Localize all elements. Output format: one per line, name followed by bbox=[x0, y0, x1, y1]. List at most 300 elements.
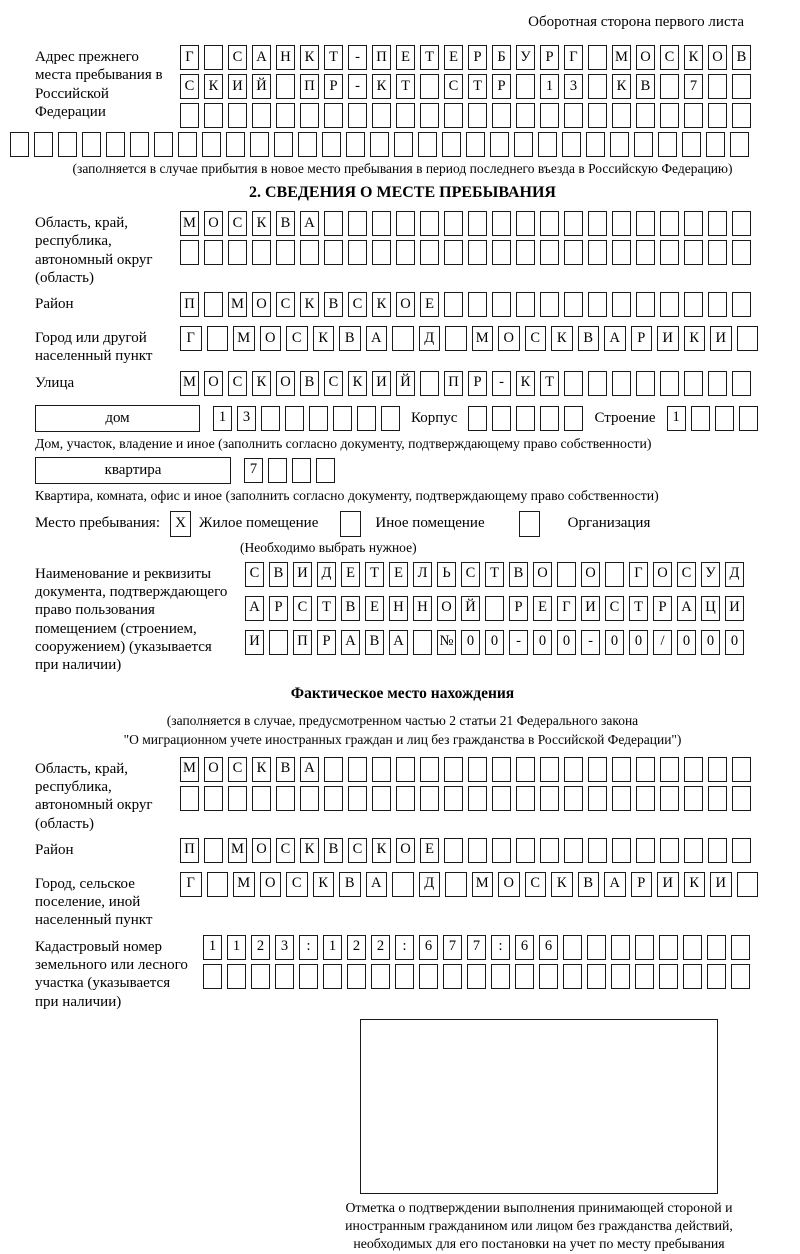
char-cell bbox=[492, 406, 511, 431]
char-cell bbox=[660, 211, 679, 236]
char-cell bbox=[444, 240, 463, 265]
char-cell: - bbox=[581, 630, 600, 655]
char-cell bbox=[612, 757, 631, 782]
char-cell: - bbox=[348, 45, 367, 70]
char-cell: Е bbox=[444, 45, 463, 70]
char-cell: / bbox=[653, 630, 672, 655]
char-cell: В bbox=[269, 562, 288, 587]
char-cell: № bbox=[437, 630, 456, 655]
char-cell bbox=[276, 786, 295, 811]
char-cell bbox=[732, 240, 751, 265]
stay-type-row bbox=[35, 511, 770, 537]
char-cell bbox=[540, 786, 559, 811]
char-cell bbox=[324, 103, 343, 128]
char-cell bbox=[564, 240, 583, 265]
char-cell: Й bbox=[252, 74, 271, 99]
char-cell bbox=[34, 132, 53, 157]
char-cell bbox=[250, 132, 269, 157]
char-cell bbox=[564, 211, 583, 236]
char-cell bbox=[252, 240, 271, 265]
char-cell bbox=[468, 838, 487, 863]
char-cell bbox=[228, 240, 247, 265]
char-cell bbox=[333, 406, 352, 431]
char-cell bbox=[636, 757, 655, 782]
char-cell: К bbox=[252, 757, 271, 782]
char-cell bbox=[516, 240, 535, 265]
char-cell bbox=[659, 964, 678, 989]
char-cell bbox=[292, 458, 311, 483]
char-cell bbox=[540, 240, 559, 265]
char-cell bbox=[285, 406, 304, 431]
char-cell bbox=[605, 562, 624, 587]
char-cell: С bbox=[525, 326, 547, 351]
char-cell: И bbox=[245, 630, 264, 655]
char-cell: 6 bbox=[419, 935, 438, 960]
char-cell bbox=[612, 371, 631, 396]
char-cell: А bbox=[300, 211, 319, 236]
char-cell: П bbox=[444, 371, 463, 396]
page-side-title: Оборотная сторона первого листа bbox=[528, 14, 744, 30]
char-cell bbox=[394, 132, 413, 157]
char-cell bbox=[420, 371, 439, 396]
char-cell bbox=[684, 838, 703, 863]
char-cell: С bbox=[180, 74, 199, 99]
char-cell: 2 bbox=[347, 935, 366, 960]
char-cell: М bbox=[180, 757, 199, 782]
char-cell bbox=[444, 786, 463, 811]
prev-address-row-1 bbox=[180, 45, 751, 70]
char-cell bbox=[707, 935, 726, 960]
cadastre-field bbox=[35, 935, 770, 1011]
char-cell: Г bbox=[180, 45, 199, 70]
char-cell: С bbox=[228, 45, 247, 70]
char-cell: Т bbox=[420, 45, 439, 70]
char-cell: И bbox=[228, 74, 247, 99]
char-cell: О bbox=[581, 562, 600, 587]
char-cell bbox=[419, 964, 438, 989]
korpus-label: Корпус bbox=[411, 409, 458, 426]
confirmation-stamp-note: Отметка о подтверждении выполнения принимающей стороной и иностранным гражданином или лицом без гражданства действий, необходимых для его постановки на учет по месту пребывания bbox=[345, 1199, 733, 1252]
char-cell bbox=[563, 935, 582, 960]
char-cell: М bbox=[233, 872, 255, 897]
char-cell: К bbox=[372, 838, 391, 863]
char-cell bbox=[466, 132, 485, 157]
char-cell: У bbox=[701, 562, 720, 587]
char-cell bbox=[564, 838, 583, 863]
char-cell: Ц bbox=[701, 596, 720, 621]
actual-location-note-line2: "О миграционном учете иностранных граждан и лиц без гражданства в Российской Федерации") bbox=[123, 732, 682, 748]
char-cell bbox=[708, 757, 727, 782]
char-cell bbox=[372, 103, 391, 128]
char-cell: 7 bbox=[244, 458, 263, 483]
char-cell bbox=[347, 964, 366, 989]
char-cell bbox=[737, 872, 759, 897]
stay-option-organization-label: Организация bbox=[567, 515, 651, 532]
char-cell: П bbox=[293, 630, 312, 655]
char-cell: С bbox=[228, 757, 247, 782]
char-cell bbox=[300, 240, 319, 265]
char-cell: 1 bbox=[540, 74, 559, 99]
char-cell: Р bbox=[324, 74, 343, 99]
char-cell: И bbox=[725, 596, 744, 621]
char-cell: С bbox=[461, 562, 480, 587]
char-cell bbox=[226, 132, 245, 157]
actual-city-label: Город, сельское поселение, иной населенный пункт bbox=[35, 875, 153, 929]
char-cell: С bbox=[348, 838, 367, 863]
char-cell bbox=[348, 786, 367, 811]
cadastre-row-1 bbox=[203, 935, 750, 960]
stay-type-label: Место пребывания: bbox=[35, 515, 160, 532]
char-cell bbox=[611, 964, 630, 989]
char-cell: 1 bbox=[203, 935, 222, 960]
char-cell: К bbox=[684, 326, 706, 351]
char-cell: Д bbox=[419, 872, 441, 897]
char-cell: М bbox=[612, 45, 631, 70]
char-cell: И bbox=[710, 872, 732, 897]
char-cell bbox=[371, 964, 390, 989]
char-cell bbox=[732, 74, 751, 99]
char-cell bbox=[275, 964, 294, 989]
char-cell: Н bbox=[389, 596, 408, 621]
char-cell: О bbox=[260, 872, 282, 897]
char-cell bbox=[420, 786, 439, 811]
char-cell bbox=[684, 103, 703, 128]
char-cell bbox=[612, 211, 631, 236]
char-cell bbox=[106, 132, 125, 157]
char-cell bbox=[396, 757, 415, 782]
char-cell bbox=[636, 371, 655, 396]
char-cell bbox=[660, 757, 679, 782]
char-cell: В bbox=[276, 211, 295, 236]
char-cell: Р bbox=[540, 45, 559, 70]
char-cell bbox=[442, 132, 461, 157]
char-cell: О bbox=[204, 211, 223, 236]
char-cell: К bbox=[252, 371, 271, 396]
char-cell: А bbox=[604, 872, 626, 897]
char-cell: М bbox=[472, 872, 494, 897]
char-cell: В bbox=[324, 838, 343, 863]
char-cell: Д bbox=[419, 326, 441, 351]
char-cell bbox=[10, 132, 29, 157]
char-cell bbox=[516, 786, 535, 811]
char-cell bbox=[612, 786, 631, 811]
char-cell: К bbox=[551, 872, 573, 897]
char-cell: 0 bbox=[533, 630, 552, 655]
char-cell: В bbox=[276, 757, 295, 782]
char-cell: - bbox=[348, 74, 367, 99]
char-cell: С bbox=[228, 211, 247, 236]
char-cell bbox=[515, 964, 534, 989]
char-cell: Р bbox=[468, 45, 487, 70]
region-row-2 bbox=[180, 240, 751, 265]
char-cell: С bbox=[228, 371, 247, 396]
char-cell: 0 bbox=[725, 630, 744, 655]
char-cell: 3 bbox=[564, 74, 583, 99]
char-cell bbox=[634, 132, 653, 157]
char-cell: 1 bbox=[227, 935, 246, 960]
city-field bbox=[35, 326, 770, 366]
char-cell bbox=[708, 292, 727, 317]
char-cell: 6 bbox=[539, 935, 558, 960]
char-cell bbox=[468, 211, 487, 236]
stay-checkbox-organization bbox=[519, 511, 540, 537]
actual-district-row bbox=[180, 838, 751, 863]
char-cell: Р bbox=[631, 326, 653, 351]
char-cell: А bbox=[341, 630, 360, 655]
house-note: Дом, участок, владение и иное (заполнить согласно документу, подтверждающему право собственности) bbox=[35, 435, 652, 451]
char-cell bbox=[588, 786, 607, 811]
char-cell: 1 bbox=[323, 935, 342, 960]
char-cell: Е bbox=[533, 596, 552, 621]
char-cell: О bbox=[708, 45, 727, 70]
char-cell: А bbox=[245, 596, 264, 621]
char-cell: В bbox=[341, 596, 360, 621]
apartment-cells bbox=[244, 458, 335, 483]
char-cell: Г bbox=[180, 326, 202, 351]
char-cell bbox=[660, 838, 679, 863]
char-cell bbox=[588, 74, 607, 99]
char-cell bbox=[540, 211, 559, 236]
char-cell: К bbox=[252, 211, 271, 236]
char-cell bbox=[564, 371, 583, 396]
char-cell bbox=[610, 132, 629, 157]
char-cell: М bbox=[233, 326, 255, 351]
document-field bbox=[35, 562, 770, 675]
char-cell: С bbox=[677, 562, 696, 587]
char-cell: Б bbox=[492, 45, 511, 70]
char-cell bbox=[392, 326, 414, 351]
char-cell bbox=[586, 132, 605, 157]
char-cell bbox=[732, 371, 751, 396]
char-cell bbox=[708, 240, 727, 265]
char-cell: О bbox=[533, 562, 552, 587]
char-cell bbox=[202, 132, 221, 157]
char-cell bbox=[612, 103, 631, 128]
actual-city-field bbox=[35, 872, 770, 930]
char-cell: В bbox=[578, 872, 600, 897]
char-cell: М bbox=[228, 292, 247, 317]
char-cell bbox=[178, 132, 197, 157]
char-cell bbox=[348, 757, 367, 782]
char-cell: - bbox=[509, 630, 528, 655]
char-cell bbox=[324, 786, 343, 811]
char-cell bbox=[588, 45, 607, 70]
char-cell: 1 bbox=[667, 406, 686, 431]
document-row-2 bbox=[245, 596, 744, 621]
char-cell: О bbox=[653, 562, 672, 587]
confirmation-stamp-box bbox=[360, 1019, 718, 1194]
char-cell bbox=[396, 240, 415, 265]
char-cell: - bbox=[492, 371, 511, 396]
char-cell bbox=[348, 211, 367, 236]
char-cell: В bbox=[339, 872, 361, 897]
city-label: Город или другой населенный пункт bbox=[35, 330, 153, 365]
house-cells bbox=[213, 406, 400, 431]
region-row-1 bbox=[180, 211, 751, 236]
char-cell: И bbox=[581, 596, 600, 621]
char-cell bbox=[370, 132, 389, 157]
char-cell: А bbox=[677, 596, 696, 621]
char-cell bbox=[540, 292, 559, 317]
char-cell bbox=[707, 964, 726, 989]
actual-location-title: Фактическое место нахождения bbox=[290, 684, 515, 702]
char-cell: А bbox=[366, 326, 388, 351]
char-cell bbox=[204, 786, 223, 811]
char-cell: А bbox=[252, 45, 271, 70]
char-cell bbox=[207, 872, 229, 897]
char-cell bbox=[660, 240, 679, 265]
char-cell: О bbox=[204, 757, 223, 782]
char-cell: В bbox=[636, 74, 655, 99]
char-cell bbox=[269, 630, 288, 655]
cadastre-row-2 bbox=[203, 964, 750, 989]
char-cell: П bbox=[180, 838, 199, 863]
char-cell bbox=[564, 292, 583, 317]
char-cell bbox=[276, 103, 295, 128]
char-cell: С bbox=[660, 45, 679, 70]
apartment-label-box: квартира bbox=[35, 457, 231, 484]
stay-type-note: (Необходимо выбрать нужное) bbox=[240, 539, 417, 555]
char-cell bbox=[204, 103, 223, 128]
char-cell: К bbox=[204, 74, 223, 99]
char-cell bbox=[468, 240, 487, 265]
char-cell: К bbox=[516, 371, 535, 396]
char-cell bbox=[207, 326, 229, 351]
char-cell bbox=[587, 935, 606, 960]
char-cell bbox=[492, 240, 511, 265]
char-cell bbox=[227, 964, 246, 989]
char-cell bbox=[420, 74, 439, 99]
char-cell: К bbox=[372, 292, 391, 317]
prev-address-label: Адрес прежнего места пребывания в Российской Федерации bbox=[35, 49, 163, 120]
char-cell bbox=[468, 757, 487, 782]
region-field bbox=[35, 211, 770, 287]
char-cell bbox=[413, 630, 432, 655]
char-cell: К bbox=[684, 45, 703, 70]
char-cell bbox=[372, 240, 391, 265]
char-cell bbox=[516, 757, 535, 782]
section2-title: 2. СВЕДЕНИЯ О МЕСТЕ ПРЕБЫВАНИЯ bbox=[249, 184, 556, 201]
char-cell bbox=[588, 211, 607, 236]
char-cell: Й bbox=[396, 371, 415, 396]
char-cell: Р bbox=[269, 596, 288, 621]
char-cell: 0 bbox=[701, 630, 720, 655]
char-cell bbox=[516, 103, 535, 128]
char-cell: М bbox=[228, 838, 247, 863]
char-cell bbox=[204, 240, 223, 265]
char-cell bbox=[492, 211, 511, 236]
char-cell: О bbox=[498, 326, 520, 351]
prev-address-block bbox=[35, 45, 770, 132]
char-cell: К bbox=[300, 45, 319, 70]
char-cell: О bbox=[437, 596, 456, 621]
char-cell: Н bbox=[413, 596, 432, 621]
char-cell bbox=[660, 74, 679, 99]
char-cell bbox=[203, 964, 222, 989]
char-cell bbox=[492, 292, 511, 317]
char-cell: 7 bbox=[443, 935, 462, 960]
document-row-1 bbox=[245, 562, 744, 587]
char-cell bbox=[309, 406, 328, 431]
char-cell bbox=[588, 240, 607, 265]
char-cell bbox=[708, 74, 727, 99]
char-cell bbox=[444, 211, 463, 236]
char-cell: Т bbox=[629, 596, 648, 621]
char-cell bbox=[731, 964, 750, 989]
char-cell: 7 bbox=[684, 74, 703, 99]
char-cell bbox=[418, 132, 437, 157]
char-cell: Е bbox=[389, 562, 408, 587]
char-cell bbox=[396, 211, 415, 236]
char-cell: С bbox=[605, 596, 624, 621]
char-cell bbox=[180, 240, 199, 265]
char-cell: Р bbox=[631, 872, 653, 897]
char-cell: У bbox=[516, 45, 535, 70]
actual-region-field bbox=[35, 757, 770, 833]
char-cell bbox=[324, 757, 343, 782]
char-cell: В bbox=[509, 562, 528, 587]
document-row-3 bbox=[245, 630, 744, 655]
char-cell: В bbox=[732, 45, 751, 70]
char-cell: О bbox=[276, 371, 295, 396]
char-cell: 3 bbox=[275, 935, 294, 960]
char-cell bbox=[468, 786, 487, 811]
char-cell bbox=[612, 838, 631, 863]
char-cell: К bbox=[313, 872, 335, 897]
char-cell: Р bbox=[509, 596, 528, 621]
char-cell: С bbox=[348, 292, 367, 317]
char-cell bbox=[252, 103, 271, 128]
city-row bbox=[180, 326, 758, 362]
document-label: Наименование и реквизиты документа, подтверждающего право пользования помещением (строением, сооружением) (указывается при наличии) bbox=[35, 565, 228, 674]
char-cell bbox=[348, 103, 367, 128]
char-cell bbox=[445, 872, 467, 897]
stroenie-label: Строение bbox=[594, 409, 656, 426]
char-cell bbox=[468, 406, 487, 431]
char-cell bbox=[322, 132, 341, 157]
document-grid bbox=[245, 562, 744, 675]
char-cell bbox=[684, 371, 703, 396]
char-cell bbox=[691, 406, 710, 431]
char-cell bbox=[514, 132, 533, 157]
char-cell: С bbox=[276, 838, 295, 863]
char-cell bbox=[683, 935, 702, 960]
char-cell bbox=[276, 240, 295, 265]
char-cell: А bbox=[366, 872, 388, 897]
char-cell: 2 bbox=[251, 935, 270, 960]
char-cell: Р bbox=[492, 74, 511, 99]
char-cell: К bbox=[551, 326, 573, 351]
char-cell: 0 bbox=[557, 630, 576, 655]
char-cell bbox=[562, 132, 581, 157]
char-cell: Т bbox=[324, 45, 343, 70]
actual-location-note bbox=[35, 711, 770, 750]
actual-district-field bbox=[35, 838, 770, 867]
char-cell bbox=[420, 757, 439, 782]
char-cell bbox=[443, 964, 462, 989]
char-cell bbox=[372, 757, 391, 782]
char-cell bbox=[516, 838, 535, 863]
char-cell bbox=[708, 786, 727, 811]
char-cell: С bbox=[293, 596, 312, 621]
actual-region-label: Область, край, республика, автономный округ (область) bbox=[35, 760, 153, 832]
char-cell bbox=[588, 838, 607, 863]
char-cell bbox=[180, 103, 199, 128]
char-cell bbox=[396, 786, 415, 811]
char-cell: М bbox=[472, 326, 494, 351]
char-cell: О bbox=[252, 838, 271, 863]
char-cell bbox=[684, 240, 703, 265]
